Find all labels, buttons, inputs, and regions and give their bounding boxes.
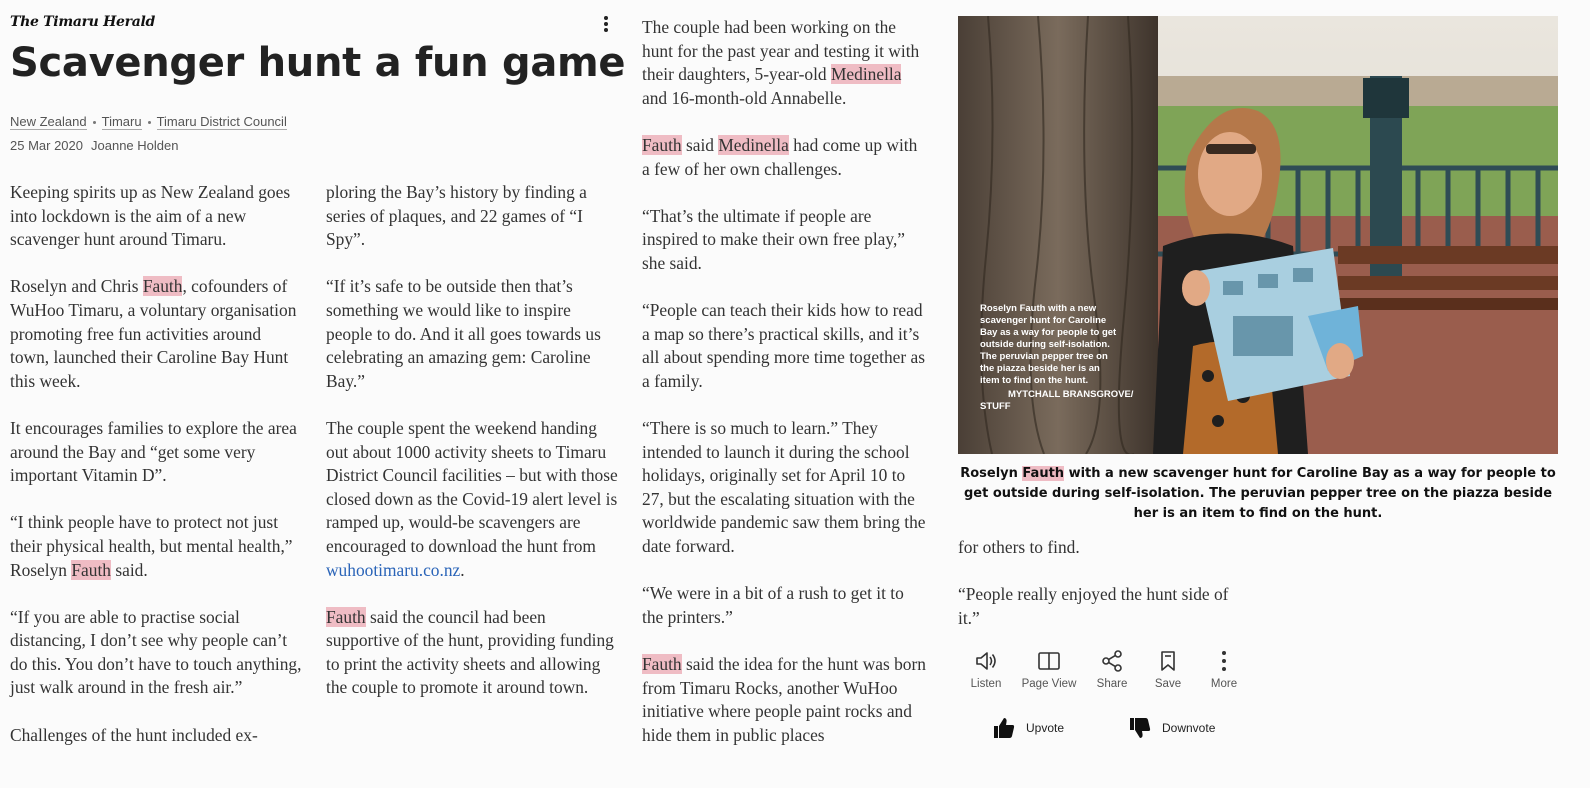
paragraph — [642, 134, 928, 181]
masthead-logo: The Timaru Herald — [10, 14, 156, 30]
paragraph — [326, 606, 618, 700]
svg-text:Roselyn Fauth with a new: Roselyn Fauth with a new — [980, 303, 1097, 314]
text: with a new scavenger hunt for Caroline Bay as a way for people to get outside during self-isolation. The peruvian pepper tree on the piazza beside her is an item to find on the hunt. — [963, 466, 1556, 521]
paragraph — [10, 511, 302, 582]
speaker-icon — [973, 648, 999, 674]
article-toolbar — [958, 648, 1252, 690]
more-label: More — [1210, 678, 1238, 690]
breadcrumb-separator — [93, 121, 96, 124]
upvote-button[interactable] — [992, 716, 1064, 740]
save-button[interactable] — [1140, 648, 1196, 690]
text: said the idea for the hunt was born from Timaru Rocks, another WuHoo initiative where people paint rocks and hide them in public places — [642, 654, 926, 745]
highlight[interactable]: Fauth — [142, 276, 183, 297]
upvote-label: Upvote — [1026, 721, 1065, 735]
text: Roselyn and Chris — [10, 276, 143, 297]
photo-caption — [958, 464, 1558, 524]
thumbs-up-icon — [992, 716, 1016, 740]
highlight[interactable]: Fauth — [326, 606, 366, 627]
paragraph: Keeping spirits up as New Zealand goes into lockdown is the aim of a new scavenger hunt around Timaru. — [10, 182, 291, 250]
text: and 16-month-old Annabelle. — [642, 87, 847, 108]
paragraph: for others to find. — [958, 537, 1080, 557]
save-label: Save — [1154, 678, 1182, 690]
more-vertical-icon — [1211, 648, 1237, 674]
page-view-label: Page View — [1021, 678, 1077, 690]
wuhoo-link[interactable]: wuhootimaru.co.nz — [326, 559, 461, 580]
paragraph: “We were in a bit of a rush to get it to the printers.” — [642, 583, 904, 627]
article-column-2 — [326, 181, 618, 724]
article-headline: Scavenger hunt a fun game — [10, 40, 626, 86]
paragraph: “If it’s safe to be outside then that’s something we would like to inspire people to do. And it all goes towards us celebrating an amazing gem: Caroline Bay.” — [326, 276, 601, 391]
article-column-3 — [642, 16, 928, 771]
article-photo[interactable] — [958, 16, 1558, 454]
text: , cofounders of WuHoo Timaru, a voluntary organisation promoting free fun activities around town, launched their Caroline Bay Hunt this week. — [10, 276, 297, 391]
text: . — [460, 559, 465, 580]
bookmark-icon — [1155, 648, 1181, 674]
listen-button[interactable] — [958, 648, 1014, 690]
svg-text:item to find on the hunt.: item to find on the hunt. — [980, 375, 1089, 386]
svg-text:outside during self-isolation.: outside during self-isolation. — [980, 339, 1110, 350]
svg-text:Bay as a way for people to get: Bay as a way for people to get — [980, 327, 1117, 338]
paragraph — [10, 275, 302, 393]
paragraph — [642, 653, 928, 747]
text: said — [681, 134, 719, 155]
highlight[interactable]: Fauth — [71, 559, 111, 580]
breadcrumb-timaru[interactable]: Timaru — [101, 114, 142, 129]
text: The couple had been working on the hunt for the past year and testing it with their daughters, 5-year-old — [642, 17, 920, 85]
paragraph: “That’s the ultimate if people are inspired to make their own free play,” she said. — [642, 205, 906, 273]
svg-text:STUFF: STUFF — [980, 401, 1011, 412]
paragraph: “There is so much to learn.” They intended to launch it during the school holidays, originally set for April 10 to 27, but the escalating situation with the worldwide pandemic saw them bring the date forward. — [642, 418, 926, 557]
svg-text:scavenger hunt for Caroline: scavenger hunt for Caroline — [980, 315, 1107, 326]
share-label: Share — [1096, 678, 1128, 690]
paragraph — [326, 417, 618, 582]
thumbs-down-icon — [1128, 716, 1152, 740]
more-button[interactable] — [1196, 648, 1252, 690]
paragraph: ploring the Bay’s history by finding a series of plaques, and 22 games of “I Spy”. — [326, 182, 587, 250]
downvote-label: Downvote — [1162, 721, 1216, 735]
text: said the council had been supportive of the hunt, providing funding to print the activity sheets and allowing the couple to promote it around town. — [326, 606, 614, 698]
listen-label: Listen — [970, 678, 1002, 690]
highlight[interactable]: Fauth — [642, 134, 682, 155]
share-icon — [1099, 648, 1125, 674]
breadcrumb-separator — [148, 121, 151, 124]
breadcrumb — [10, 114, 287, 130]
text: had come up with a few of her own challenges. — [642, 134, 918, 179]
text: “I think people have to protect not just their physical health, but mental health,” Roselyn — [10, 512, 293, 580]
breadcrumb-new-zealand[interactable]: New Zealand — [10, 114, 87, 129]
text: said. — [110, 559, 148, 580]
article-column-1 — [10, 181, 302, 771]
paragraph: Challenges of the hunt included ex- — [10, 724, 258, 745]
paragraph: “People really enjoyed the hunt side of it.” — [958, 584, 1229, 628]
paragraph: “People can teach their kids how to read a map so there’s practical skills, and it’s all about spending more time together as a family. — [642, 300, 926, 391]
more-options-icon[interactable] — [598, 12, 614, 36]
photo-illustration — [958, 16, 1558, 454]
article-column-4 — [958, 536, 1248, 654]
paragraph: It encourages families to explore the area around the Bay and “get some very important Vitamin D”. — [10, 417, 297, 486]
share-button[interactable] — [1084, 648, 1140, 690]
page-view-button[interactable] — [1014, 648, 1084, 690]
publish-date: 25 Mar 2020 — [10, 138, 83, 153]
author: Joanne Holden — [91, 138, 179, 153]
highlight[interactable]: Medinella — [718, 134, 789, 155]
svg-text:the piazza beside her is an: the piazza beside her is an — [980, 363, 1100, 374]
svg-text:MYTCHALL BRANSGROVE/: MYTCHALL BRANSGROVE/ — [1008, 389, 1134, 400]
svg-text:The peruvian pepper tree on: The peruvian pepper tree on — [980, 351, 1108, 362]
text: The couple spent the weekend handing out about 1000 activity sheets to Timaru District Council facilities – but with those closed down as the Covid-19 alert level is ramped up, would-be scavengers are encouraged to download the hunt from — [326, 417, 618, 556]
text: Roselyn — [960, 466, 1023, 481]
downvote-button[interactable] — [1128, 716, 1215, 740]
book-open-icon — [1036, 648, 1062, 674]
highlight[interactable]: Medinella — [830, 64, 902, 85]
article-meta — [10, 138, 186, 153]
paragraph: “If you are able to practise social distancing, I don’t see why people can’t do this. You don’t have to touch anything, just walk around in the fresh air.” — [10, 606, 302, 698]
highlight[interactable]: Fauth — [1022, 466, 1065, 481]
breadcrumb-timaru-district-council[interactable]: Timaru District Council — [156, 114, 287, 129]
paragraph — [642, 16, 928, 110]
highlight[interactable]: Fauth — [642, 654, 682, 675]
